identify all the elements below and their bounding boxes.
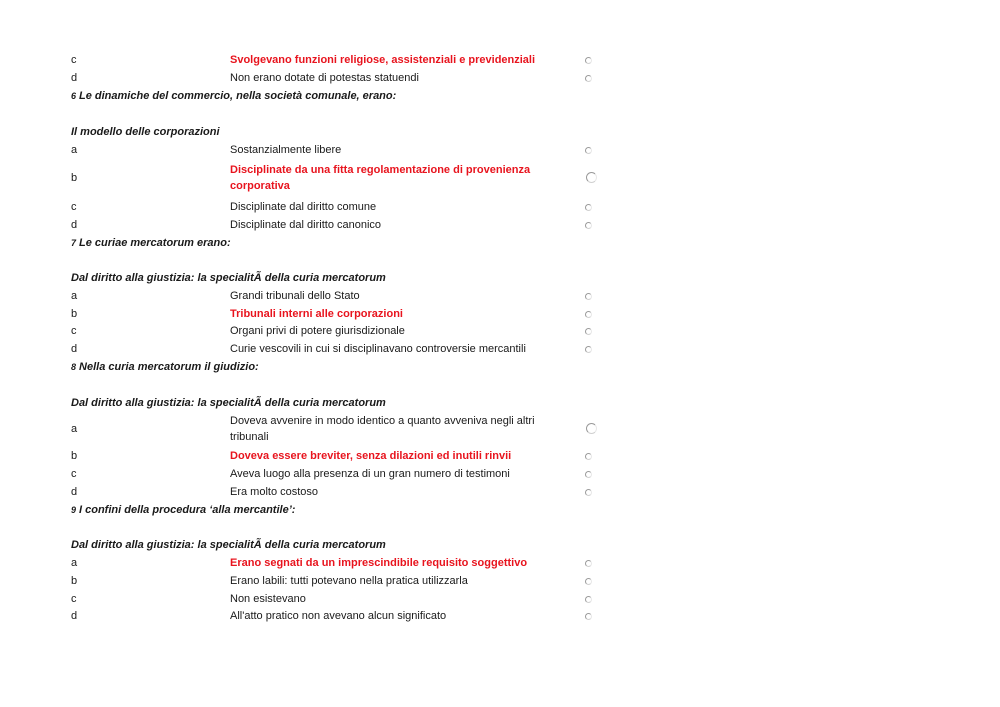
- answer-text: Disciplinate dal diritto comune: [230, 201, 377, 213]
- question-label: Le curiae mercatorum erano:: [79, 237, 231, 249]
- radio-button[interactable]: [585, 453, 592, 460]
- option-letter: d: [71, 343, 78, 355]
- radio-button[interactable]: [585, 328, 592, 335]
- question-number: 8: [71, 362, 77, 372]
- option-letter: d: [71, 486, 78, 498]
- radio-button[interactable]: [585, 204, 592, 211]
- option-letter: c: [71, 325, 77, 337]
- radio-button[interactable]: [585, 578, 592, 585]
- answer-text: Disciplinate dal diritto canonico: [230, 219, 382, 231]
- option-letter: b: [71, 308, 78, 320]
- section-heading: Il modello delle corporazioni: [71, 126, 220, 138]
- radio-button[interactable]: [585, 147, 592, 154]
- radio-button[interactable]: [585, 596, 592, 603]
- question-label: Nella curia mercatorum il giudizio:: [79, 361, 259, 373]
- radio-button[interactable]: [586, 423, 597, 434]
- correct-answer-text: Doveva essere breviter, senza dilazioni ed inutili rinvii: [230, 450, 512, 462]
- option-letter: b: [71, 172, 78, 184]
- option-letter: c: [71, 201, 77, 213]
- option-letter: d: [71, 72, 78, 84]
- radio-button[interactable]: [585, 489, 592, 496]
- correct-answer-text: Svolgevano funzioni religiose, assistenziali e previdenziali: [230, 54, 536, 66]
- question-text: [71, 359, 259, 375]
- option-letter: d: [71, 610, 78, 622]
- answer-text: Aveva luogo alla presenza di un gran numero di testimoni: [230, 468, 510, 480]
- section-heading: Dal diritto alla giustizia: la specialitÃ della curia mercatorum: [71, 272, 386, 284]
- option-letter: b: [71, 575, 78, 587]
- option-letter: c: [71, 54, 77, 66]
- radio-button[interactable]: [585, 75, 592, 82]
- option-letter: c: [71, 593, 77, 605]
- option-letter: a: [71, 557, 78, 569]
- correct-answer-text: Disciplinate da una fitta regolamentazione di provenienza corporativa: [230, 164, 531, 192]
- radio-button[interactable]: [585, 222, 592, 229]
- correct-answer-text: Tribunali interni alle corporazioni: [230, 308, 403, 320]
- option-letter: a: [71, 290, 78, 302]
- question-text: [71, 88, 396, 104]
- answer-text: Non esistevano: [230, 593, 306, 605]
- radio-button[interactable]: [585, 293, 592, 300]
- section-heading: Dal diritto alla giustizia: la specialitÃ della curia mercatorum: [71, 539, 386, 551]
- radio-button[interactable]: [585, 346, 592, 353]
- option-letter: d: [71, 219, 78, 231]
- answer-text: Curie vescovili in cui si disciplinavano controversie mercantili: [230, 343, 526, 355]
- answer-text: Non erano dotate di potestas statuendi: [230, 72, 419, 84]
- correct-answer-text: Erano segnati da un imprescindibile requisito soggettivo: [230, 557, 528, 569]
- answer-text: Sostanzialmente libere: [230, 144, 342, 156]
- radio-button[interactable]: [585, 560, 592, 567]
- radio-button[interactable]: [585, 613, 592, 620]
- option-letter: c: [71, 468, 77, 480]
- answer-text: Era molto costoso: [230, 486, 319, 498]
- radio-button[interactable]: [585, 471, 592, 478]
- option-letter: a: [71, 423, 78, 435]
- answer-text: All'atto pratico non avevano alcun significato: [230, 610, 447, 622]
- question-label: Le dinamiche del commercio, nella società comunale, erano:: [79, 90, 397, 102]
- question-number: 6: [71, 91, 77, 101]
- option-letter: b: [71, 450, 78, 462]
- answer-text: Grandi tribunali dello Stato: [230, 290, 360, 302]
- answer-text: Erano labili: tutti potevano nella pratica utilizzarla: [230, 575, 468, 587]
- question-number: 9: [71, 505, 77, 515]
- answer-text: Doveva avvenire in modo identico a quanto avveniva negli altri tribunali: [230, 415, 535, 443]
- answer-text: Organi privi di potere giurisdizionale: [230, 325, 405, 337]
- option-letter: a: [71, 144, 78, 156]
- radio-button[interactable]: [585, 311, 592, 318]
- section-heading: Dal diritto alla giustizia: la specialitÃ della curia mercatorum: [71, 397, 386, 409]
- radio-button[interactable]: [585, 57, 592, 64]
- question-text: [71, 502, 295, 518]
- question-text: [71, 235, 231, 251]
- radio-button[interactable]: [586, 172, 597, 183]
- question-label: I confini della procedura ‘alla mercantile’:: [79, 504, 296, 516]
- question-number: 7: [71, 238, 77, 248]
